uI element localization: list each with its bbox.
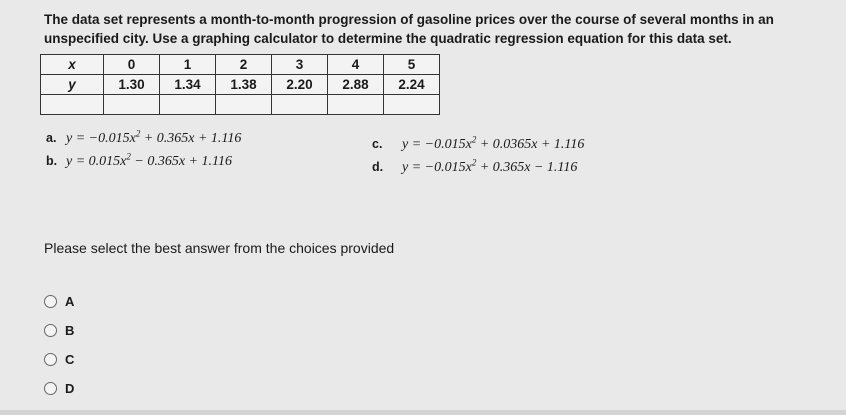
- radio-button[interactable]: [44, 324, 57, 337]
- option-a[interactable]: [44, 294, 74, 309]
- option-label: C: [65, 352, 75, 367]
- choice-letter: b.: [46, 153, 58, 168]
- choice-a: [46, 128, 241, 147]
- question-line-2: unspecified city. Use a graphing calculator to determine the quadratic regression equation for this data set.: [44, 31, 732, 46]
- table-cell: 1: [160, 55, 216, 75]
- table-cell: [41, 95, 104, 115]
- choice-equation: $y = -0.015x^2 + 0.0365x + 1.116$: [402, 134, 585, 152]
- option-label: B: [65, 323, 75, 338]
- choice-letter: d.: [372, 159, 384, 174]
- option-label: A: [65, 294, 75, 309]
- choice-equation: $y = -0.015x^2 + 0.365x + 1.116$: [66, 128, 242, 146]
- table-cell: [104, 95, 160, 115]
- choice-c: [372, 134, 584, 153]
- table-cell: 1.34: [160, 75, 216, 95]
- table-row-empty: [41, 95, 440, 115]
- radio-button[interactable]: [44, 382, 57, 395]
- radio-button[interactable]: [44, 353, 57, 366]
- table-cell: 4: [328, 55, 384, 75]
- choice-equation: $y = -0.015x^2 + 0.365x - 1.116$: [402, 157, 578, 175]
- table-cell: [160, 95, 216, 115]
- data-table: [40, 54, 440, 115]
- table-cell: [216, 95, 272, 115]
- choice-equation: $y = 0.015x^2 - 0.365x + 1.116$: [66, 151, 232, 169]
- table-cell: 3: [272, 55, 328, 75]
- choice-b: [46, 151, 232, 170]
- table-cell: [272, 95, 328, 115]
- option-label: D: [65, 381, 75, 396]
- table-row-x: [41, 55, 440, 75]
- option-d[interactable]: [44, 381, 74, 396]
- table-cell: 2.88: [328, 75, 384, 95]
- table-row-y: [41, 75, 440, 95]
- table-cell: 0: [104, 55, 160, 75]
- table-cell: 5: [384, 55, 440, 75]
- table-header-y: y: [41, 75, 104, 95]
- table-cell: 2.20: [272, 75, 328, 95]
- choice-letter: c.: [372, 136, 383, 151]
- table-cell: [384, 95, 440, 115]
- table-cell: 1.38: [216, 75, 272, 95]
- question-text: [44, 10, 834, 48]
- table-header-x: x: [41, 55, 104, 75]
- question-line-1: The data set represents a month-to-month progression of gasoline prices over the course of several months in an: [44, 12, 774, 27]
- choice-d: [372, 157, 577, 176]
- choice-letter: a.: [46, 130, 57, 145]
- table-cell: [328, 95, 384, 115]
- radio-button[interactable]: [44, 295, 57, 308]
- option-b[interactable]: [44, 323, 74, 338]
- page-divider: [0, 410, 846, 415]
- select-prompt: Please select the best answer from the choices provided: [44, 240, 395, 256]
- table-cell: 1.30: [104, 75, 160, 95]
- table-cell: 2.24: [384, 75, 440, 95]
- option-c[interactable]: [44, 352, 74, 367]
- table-cell: 2: [216, 55, 272, 75]
